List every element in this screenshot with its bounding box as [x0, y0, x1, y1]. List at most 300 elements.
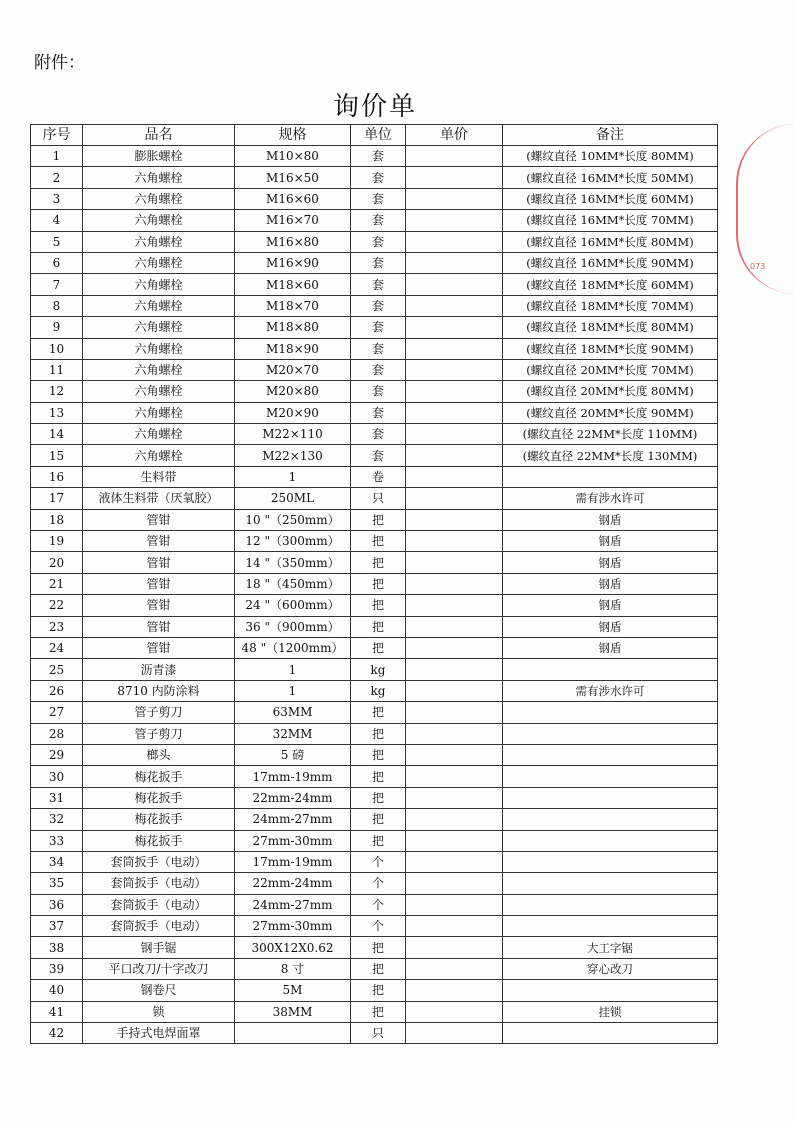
table-row [31, 958, 718, 979]
cell-unit: 把 [351, 809, 406, 830]
cell-price [406, 252, 503, 273]
table-row [31, 424, 718, 445]
cell-remark: (螺纹直径 22MM*长度 110MM) [503, 424, 718, 445]
cell-no: 37 [31, 916, 83, 937]
cell-unit: 套 [351, 338, 406, 359]
cell-spec: 22mm-24mm [235, 873, 351, 894]
cell-spec: M16×70 [235, 210, 351, 231]
table-row [31, 488, 718, 509]
cell-no: 12 [31, 381, 83, 402]
cell-unit: 把 [351, 637, 406, 658]
cell-remark: 钢盾 [503, 531, 718, 552]
cell-unit: kg [351, 659, 406, 680]
cell-remark: (螺纹直径 18MM*长度 80MM) [503, 317, 718, 338]
cell-unit: 把 [351, 1001, 406, 1022]
cell-no: 18 [31, 509, 83, 530]
cell-unit: 套 [351, 445, 406, 466]
cell-unit: 把 [351, 509, 406, 530]
cell-no: 34 [31, 851, 83, 872]
cell-spec: M20×90 [235, 402, 351, 423]
table-row [31, 466, 718, 487]
cell-spec: M16×80 [235, 231, 351, 252]
cell-name: 平口改刀/十字改刀 [83, 958, 235, 979]
cell-unit: 只 [351, 488, 406, 509]
cell-unit: 套 [351, 402, 406, 423]
cell-no: 26 [31, 680, 83, 701]
cell-price [406, 509, 503, 530]
cell-spec: M16×50 [235, 167, 351, 188]
cell-price [406, 616, 503, 637]
cell-remark: (螺纹直径 10MM*长度 80MM) [503, 146, 718, 167]
cell-name: 六角螺栓 [83, 338, 235, 359]
cell-price [406, 188, 503, 209]
table-row [31, 274, 718, 295]
cell-unit: 套 [351, 167, 406, 188]
cell-price [406, 723, 503, 744]
table-row [31, 317, 718, 338]
cell-spec: M16×60 [235, 188, 351, 209]
cell-price [406, 338, 503, 359]
table-row [31, 766, 718, 787]
table-row [31, 509, 718, 530]
table-row [31, 595, 718, 616]
table-row [31, 809, 718, 830]
cell-unit: 把 [351, 958, 406, 979]
cell-name: 六角螺栓 [83, 424, 235, 445]
cell-no: 23 [31, 616, 83, 637]
cell-remark: 穿心改刀 [503, 958, 718, 979]
col-header-name: 品名 [83, 125, 235, 146]
cell-no: 6 [31, 252, 83, 273]
cell-price [406, 488, 503, 509]
cell-no: 39 [31, 958, 83, 979]
cell-name: 六角螺栓 [83, 210, 235, 231]
cell-remark: (螺纹直径 20MM*长度 70MM) [503, 359, 718, 380]
cell-unit: 只 [351, 1023, 406, 1044]
cell-price [406, 274, 503, 295]
cell-remark [503, 702, 718, 723]
cell-remark [503, 830, 718, 851]
cell-no: 41 [31, 1001, 83, 1022]
stamp-text: 073 [750, 262, 766, 271]
cell-name: 膨胀螺栓 [83, 146, 235, 167]
cell-spec: M20×80 [235, 381, 351, 402]
cell-remark [503, 980, 718, 1001]
cell-remark [503, 659, 718, 680]
cell-unit: 个 [351, 894, 406, 915]
table-row [31, 616, 718, 637]
cell-unit: 个 [351, 873, 406, 894]
cell-name: 套筒扳手（电动） [83, 916, 235, 937]
cell-name: 梅花扳手 [83, 809, 235, 830]
cell-price [406, 466, 503, 487]
cell-price [406, 830, 503, 851]
cell-price [406, 744, 503, 765]
cell-no: 28 [31, 723, 83, 744]
cell-unit: 把 [351, 552, 406, 573]
cell-price [406, 231, 503, 252]
cell-spec: 17mm-19mm [235, 766, 351, 787]
cell-no: 29 [31, 744, 83, 765]
cell-remark [503, 466, 718, 487]
cell-unit: 把 [351, 787, 406, 808]
cell-remark [503, 787, 718, 808]
cell-unit: 套 [351, 188, 406, 209]
cell-remark: (螺纹直径 16MM*长度 60MM) [503, 188, 718, 209]
table-row [31, 937, 718, 958]
cell-name: 液体生料带（厌氧胶） [83, 488, 235, 509]
cell-price [406, 424, 503, 445]
cell-price [406, 167, 503, 188]
cell-remark: 钢盾 [503, 509, 718, 530]
cell-name: 管子剪刀 [83, 723, 235, 744]
cell-unit: 把 [351, 702, 406, 723]
cell-unit: 套 [351, 146, 406, 167]
cell-unit: 套 [351, 381, 406, 402]
cell-name: 六角螺栓 [83, 445, 235, 466]
cell-remark [503, 894, 718, 915]
cell-no: 1 [31, 146, 83, 167]
cell-remark: (螺纹直径 18MM*长度 60MM) [503, 274, 718, 295]
cell-unit: kg [351, 680, 406, 701]
table-row [31, 659, 718, 680]
table-row [31, 531, 718, 552]
cell-price [406, 317, 503, 338]
cell-name: 管钳 [83, 573, 235, 594]
col-header-price: 单价 [406, 125, 503, 146]
cell-spec: 1 [235, 466, 351, 487]
table-header-row [31, 125, 718, 146]
cell-no: 38 [31, 937, 83, 958]
cell-unit: 个 [351, 851, 406, 872]
cell-name: 梅花扳手 [83, 766, 235, 787]
cell-price [406, 937, 503, 958]
cell-unit: 个 [351, 916, 406, 937]
table-row [31, 573, 718, 594]
cell-spec: 5M [235, 980, 351, 1001]
cell-remark: 钢盾 [503, 552, 718, 573]
table-row [31, 231, 718, 252]
cell-unit: 把 [351, 744, 406, 765]
cell-unit: 卷 [351, 466, 406, 487]
cell-no: 31 [31, 787, 83, 808]
cell-price [406, 552, 503, 573]
cell-unit: 把 [351, 937, 406, 958]
cell-no: 25 [31, 659, 83, 680]
cell-no: 9 [31, 317, 83, 338]
cell-price [406, 146, 503, 167]
table-row [31, 702, 718, 723]
cell-spec: 12 "（300mm） [235, 531, 351, 552]
cell-name: 六角螺栓 [83, 188, 235, 209]
table-row [31, 873, 718, 894]
cell-spec: M18×60 [235, 274, 351, 295]
table-row [31, 851, 718, 872]
table-row [31, 210, 718, 231]
cell-no: 4 [31, 210, 83, 231]
cell-name: 管钳 [83, 616, 235, 637]
table-row [31, 338, 718, 359]
cell-price [406, 958, 503, 979]
col-header-unit: 单位 [351, 125, 406, 146]
cell-no: 30 [31, 766, 83, 787]
cell-no: 24 [31, 637, 83, 658]
cell-spec: 17mm-19mm [235, 851, 351, 872]
cell-spec: 5 磅 [235, 744, 351, 765]
cell-spec: M16×90 [235, 252, 351, 273]
cell-price [406, 381, 503, 402]
cell-no: 2 [31, 167, 83, 188]
table-row [31, 894, 718, 915]
cell-remark [503, 766, 718, 787]
cell-name: 梅花扳手 [83, 830, 235, 851]
cell-name: 套筒扳手（电动） [83, 894, 235, 915]
cell-spec: 24mm-27mm [235, 809, 351, 830]
cell-spec: M20×70 [235, 359, 351, 380]
cell-spec: 300X12X0.62 [235, 937, 351, 958]
cell-unit: 把 [351, 980, 406, 1001]
cell-remark [503, 723, 718, 744]
cell-unit: 套 [351, 252, 406, 273]
cell-no: 14 [31, 424, 83, 445]
cell-no: 32 [31, 809, 83, 830]
table-row [31, 445, 718, 466]
cell-remark: (螺纹直径 20MM*长度 90MM) [503, 402, 718, 423]
cell-name: 套筒扳手（电动） [83, 851, 235, 872]
cell-spec: 250ML [235, 488, 351, 509]
table-row [31, 381, 718, 402]
cell-name: 六角螺栓 [83, 359, 235, 380]
cell-no: 8 [31, 295, 83, 316]
cell-spec: 1 [235, 659, 351, 680]
table-row [31, 916, 718, 937]
cell-spec: M10×80 [235, 146, 351, 167]
col-header-spec: 规格 [235, 125, 351, 146]
table-row [31, 723, 718, 744]
cell-price [406, 787, 503, 808]
cell-price [406, 851, 503, 872]
cell-spec: 27mm-30mm [235, 830, 351, 851]
cell-no: 11 [31, 359, 83, 380]
cell-price [406, 894, 503, 915]
cell-no: 7 [31, 274, 83, 295]
cell-spec: 63MM [235, 702, 351, 723]
cell-spec: 32MM [235, 723, 351, 744]
cell-remark: (螺纹直径 20MM*长度 80MM) [503, 381, 718, 402]
cell-price [406, 1023, 503, 1044]
cell-unit: 套 [351, 295, 406, 316]
cell-unit: 套 [351, 231, 406, 252]
cell-price [406, 916, 503, 937]
table-row [31, 1001, 718, 1022]
cell-name: 套筒扳手（电动） [83, 873, 235, 894]
cell-name: 六角螺栓 [83, 295, 235, 316]
cell-unit: 把 [351, 573, 406, 594]
table-row [31, 402, 718, 423]
cell-unit: 把 [351, 616, 406, 637]
cell-no: 16 [31, 466, 83, 487]
cell-spec: 14 "（350mm） [235, 552, 351, 573]
cell-price [406, 637, 503, 658]
table-row [31, 744, 718, 765]
cell-no: 35 [31, 873, 83, 894]
cell-spec: 27mm-30mm [235, 916, 351, 937]
cell-no: 17 [31, 488, 83, 509]
cell-remark: (螺纹直径 18MM*长度 70MM) [503, 295, 718, 316]
table-row [31, 252, 718, 273]
cell-spec: 36 "（900mm） [235, 616, 351, 637]
cell-no: 20 [31, 552, 83, 573]
cell-remark [503, 809, 718, 830]
cell-spec: 24mm-27mm [235, 894, 351, 915]
cell-spec: 8 寸 [235, 958, 351, 979]
cell-remark [503, 873, 718, 894]
cell-name: 8710 内防涂料 [83, 680, 235, 701]
cell-spec: 18 "（450mm） [235, 573, 351, 594]
cell-remark: (螺纹直径 18MM*长度 90MM) [503, 338, 718, 359]
cell-remark: (螺纹直径 16MM*长度 50MM) [503, 167, 718, 188]
table-row [31, 359, 718, 380]
cell-spec: M18×80 [235, 317, 351, 338]
col-header-no: 序号 [31, 125, 83, 146]
cell-name: 管钳 [83, 595, 235, 616]
cell-name: 梅花扳手 [83, 787, 235, 808]
cell-name: 钢手锯 [83, 937, 235, 958]
cell-spec [235, 1023, 351, 1044]
cell-name: 六角螺栓 [83, 167, 235, 188]
cell-no: 42 [31, 1023, 83, 1044]
cell-unit: 套 [351, 274, 406, 295]
col-header-remark: 备注 [503, 125, 718, 146]
cell-name: 六角螺栓 [83, 402, 235, 423]
cell-remark [503, 851, 718, 872]
cell-unit: 把 [351, 830, 406, 851]
cell-remark: (螺纹直径 16MM*长度 70MM) [503, 210, 718, 231]
cell-spec: 48 "（1200mm） [235, 637, 351, 658]
cell-unit: 套 [351, 424, 406, 445]
table-row [31, 830, 718, 851]
cell-remark: 钢盾 [503, 595, 718, 616]
cell-name: 生料带 [83, 466, 235, 487]
cell-name: 管钳 [83, 509, 235, 530]
cell-name: 六角螺栓 [83, 231, 235, 252]
cell-name: 沥青漆 [83, 659, 235, 680]
cell-remark: (螺纹直径 16MM*长度 90MM) [503, 252, 718, 273]
cell-spec: 22mm-24mm [235, 787, 351, 808]
cell-spec: M22×130 [235, 445, 351, 466]
cell-remark [503, 744, 718, 765]
cell-no: 10 [31, 338, 83, 359]
cell-price [406, 680, 503, 701]
cell-remark: 钢盾 [503, 637, 718, 658]
cell-no: 33 [31, 830, 83, 851]
cell-name: 六角螺栓 [83, 274, 235, 295]
cell-price [406, 295, 503, 316]
cell-no: 5 [31, 231, 83, 252]
page-title: 询价单 [332, 92, 417, 122]
cell-name: 榔头 [83, 744, 235, 765]
cell-price [406, 809, 503, 830]
cell-no: 27 [31, 702, 83, 723]
cell-name: 管子剪刀 [83, 702, 235, 723]
cell-unit: 套 [351, 359, 406, 380]
cell-remark [503, 916, 718, 937]
table-row [31, 167, 718, 188]
cell-name: 手持式电焊面罩 [83, 1023, 235, 1044]
cell-price [406, 873, 503, 894]
cell-spec: M18×90 [235, 338, 351, 359]
table-row [31, 980, 718, 1001]
cell-price [406, 210, 503, 231]
cell-name: 六角螺栓 [83, 317, 235, 338]
cell-no: 13 [31, 402, 83, 423]
cell-price [406, 659, 503, 680]
cell-no: 22 [31, 595, 83, 616]
table-row [31, 188, 718, 209]
cell-unit: 把 [351, 595, 406, 616]
cell-no: 21 [31, 573, 83, 594]
cell-remark: 钢盾 [503, 616, 718, 637]
cell-price [406, 980, 503, 1001]
cell-price [406, 766, 503, 787]
cell-name: 钢卷尺 [83, 980, 235, 1001]
table-row [31, 787, 718, 808]
table-row [31, 680, 718, 701]
cell-remark: 需有涉水许可 [503, 488, 718, 509]
cell-price [406, 359, 503, 380]
table-row [31, 1023, 718, 1044]
table-row [31, 295, 718, 316]
cell-price [406, 595, 503, 616]
table-row [31, 552, 718, 573]
cell-spec: 10 "（250mm） [235, 509, 351, 530]
cell-spec: 1 [235, 680, 351, 701]
cell-price [406, 573, 503, 594]
cell-spec: 24 "（600mm） [235, 595, 351, 616]
cell-remark: 需有涉水许可 [503, 680, 718, 701]
table-row [31, 146, 718, 167]
cell-price [406, 1001, 503, 1022]
cell-name: 管钳 [83, 552, 235, 573]
cell-price [406, 445, 503, 466]
cell-spec: M18×70 [235, 295, 351, 316]
cell-spec: 38MM [235, 1001, 351, 1022]
cell-price [406, 402, 503, 423]
cell-remark: 挂锁 [503, 1001, 718, 1022]
attachment-label: 附件： [34, 53, 85, 73]
cell-remark: (螺纹直径 16MM*长度 80MM) [503, 231, 718, 252]
cell-remark [503, 1023, 718, 1044]
cell-price [406, 531, 503, 552]
cell-no: 19 [31, 531, 83, 552]
cell-unit: 把 [351, 723, 406, 744]
cell-no: 40 [31, 980, 83, 1001]
cell-name: 六角螺栓 [83, 381, 235, 402]
quotation-table [30, 124, 718, 1044]
cell-name: 管钳 [83, 637, 235, 658]
cell-no: 15 [31, 445, 83, 466]
cell-no: 3 [31, 188, 83, 209]
cell-unit: 把 [351, 766, 406, 787]
cell-remark: 大工字锯 [503, 937, 718, 958]
cell-unit: 把 [351, 531, 406, 552]
cell-remark: 钢盾 [503, 573, 718, 594]
cell-unit: 套 [351, 210, 406, 231]
cell-name: 锁 [83, 1001, 235, 1022]
cell-no: 36 [31, 894, 83, 915]
cell-name: 管钳 [83, 531, 235, 552]
cell-remark: (螺纹直径 22MM*长度 130MM) [503, 445, 718, 466]
